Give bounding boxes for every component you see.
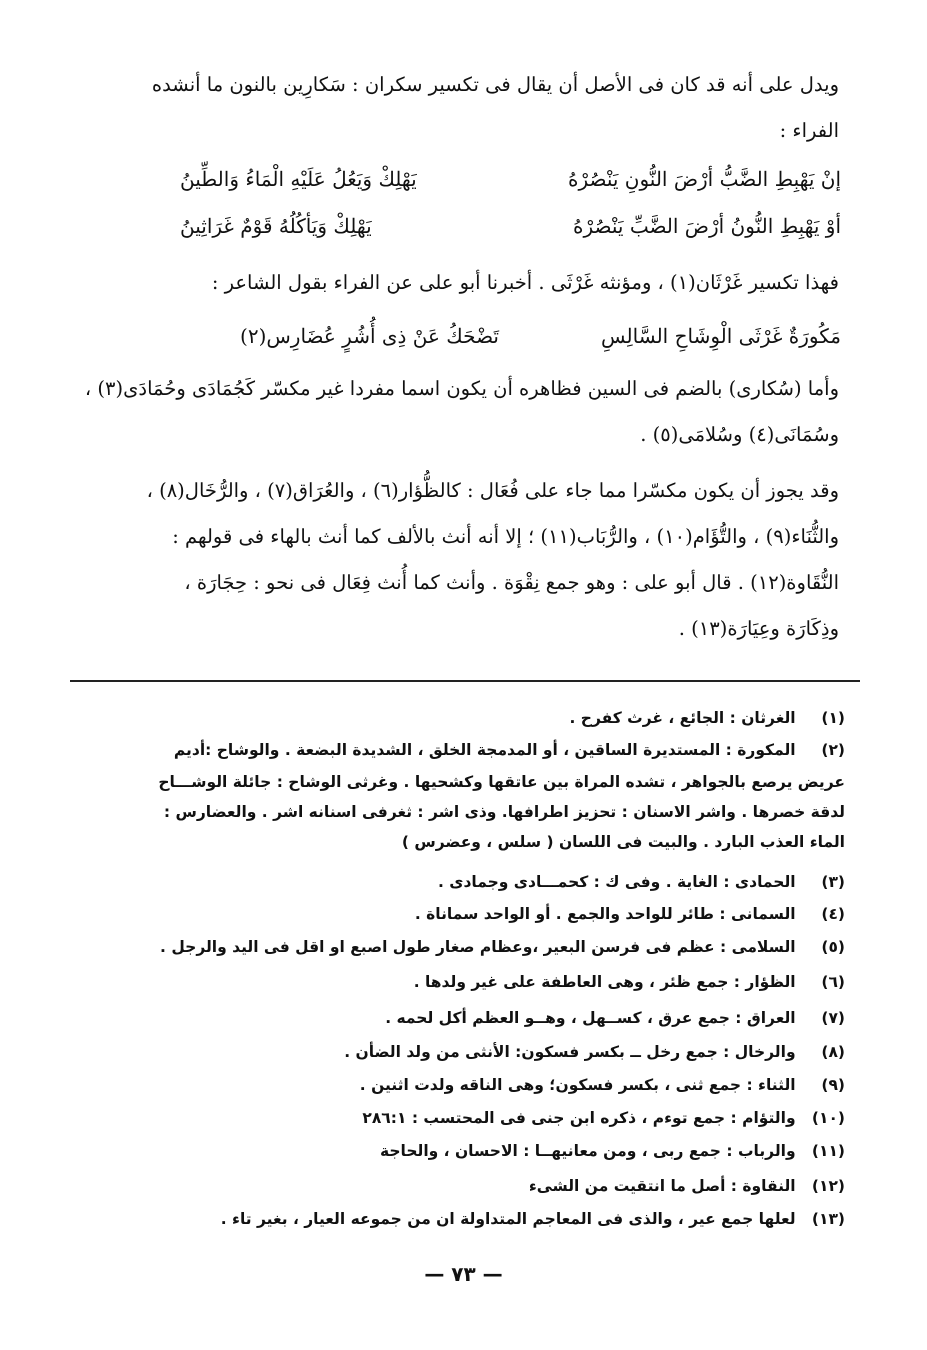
footnote-number: (١٣) [811, 1210, 845, 1228]
footnote-13 [70, 1207, 845, 1231]
footnote-number: (٣) [821, 873, 845, 891]
footnote-number: (١١) [811, 1142, 845, 1160]
footnote-text: السلامى : عظم فى فرسن البعير ،وعظام صغار طول اصبع او اقل فى اليد والرجل . [160, 938, 796, 956]
verse-3-second-hemistich: تَضْحَكُ عَنْ ذِى أُشُرٍ عُضَارِس(٢) [240, 324, 499, 348]
footnote-text: الثناء : جمع ثنى ، بكسر فسكون؛ وهى الناقه ولدت اثنين . [359, 1076, 796, 1094]
verse-3-first-hemistich: مَكُورَةٌ غَرْثَى الْوِشَاحِ السَّالِسِ [601, 324, 841, 348]
page-number: — ٧٣ — [424, 1262, 503, 1286]
footnote-number: (٧) [821, 1009, 845, 1027]
footnote-4 [70, 902, 845, 926]
footnote-text: الحمادى : الغاية . وفى ك : كحمـــادى وجمادى . [437, 873, 796, 891]
footnote-11 [70, 1139, 845, 1163]
footnote-text: والرخال : جمع رخل ــ بكسر فسكون: الأنثى من ولد الضأن . [344, 1043, 796, 1061]
footnote-8 [70, 1040, 845, 1064]
body-line-4: وأما (سُكارى) بالضم فى السين فظاهره أن يكون اسما مفردا غير مكسّر كَجُمَادَى وحُمَادَى(٣) ، [84, 377, 839, 400]
footnote-number: (٥) [821, 938, 845, 956]
footnote-2-continuation: لدقة خصرها . واشر الاسنان : تحزيز اطرافها. وذى اشر : ثغرفى اسنانه اشر . والعضارس : [163, 803, 845, 821]
footnote-1 [70, 706, 845, 730]
footnote-12 [70, 1174, 845, 1198]
body-line-1: ويدل على أنه قد كان فى الأصل أن يقال فى تكسير سكران : سَكارِين بالنون ما أنشده [151, 73, 839, 96]
footnote-text: والتؤام : جمع توءم ، ذكره ابن جنى فى المحتسب : ٢٨٦:١ [362, 1109, 796, 1127]
footnote-text: النقاوة : أصل ما انتقيت من الشىء [528, 1177, 796, 1195]
footnote-2-continuation: الماء العذب البارد . والبيت فى اللسان ( سلس ، وعضرس ) [401, 833, 845, 851]
body-line-9: وذِكَارَة وعِيَارَة(١٣) . [678, 617, 839, 640]
footnote-number: (٤) [821, 905, 845, 923]
body-line-7: والثُّنَاء(٩) ، والتُّؤَام(١٠) ، والرُّبَاب(١١) ؛ إلا أنه أنث بالألف كما أنث بالهاء فى قولهم : [172, 525, 839, 548]
footnote-number: (٩) [821, 1076, 845, 1094]
footnote-10 [70, 1106, 845, 1130]
footnote-separator [70, 680, 860, 682]
body-line-8: النُّقَاوة(١٢) . قال أبو على : وهو جمع نِقْوَة . وأنث كما أُنث فِعَال فى نحو : حِجَارَة ، [184, 571, 839, 594]
footnote-text: الظؤار : جمع ظئر ، وهى العاطفة على غير ولدها . [413, 973, 796, 991]
footnote-7 [70, 1006, 845, 1030]
verse-2-first-hemistich: أوْ يَهْبِطِ النُّونُ أرْضَ الضَّبِّ يَنْصُرْهُ [573, 214, 841, 238]
footnote-number: (٢) [821, 741, 845, 759]
footnote-2 [70, 738, 845, 762]
verse-1-second-hemistich: يَهْلِكْ وَيَعُلُ عَلَيْهِ الْمَاءُ وَالطِّينُ [180, 167, 417, 191]
footnote-number: (٦) [821, 973, 845, 991]
body-line-2: الفراء : [779, 119, 839, 142]
verse-2-second-hemistich: يَهْلِكْ وَيَأكُلُهُ قَوْمٌ غَرَاثِينُ [180, 214, 372, 238]
footnote-number: (١) [821, 709, 845, 727]
footnote-text: المكورة : المستديرة الساقين ، أو المدمجة الخلق ، الشديدة البضعة . والوشاح :أديم [173, 741, 796, 759]
footnote-text: والرباب : جمع ربى ، ومن معانيهــا : الاحسان ، والحاجة [379, 1142, 796, 1160]
body-line-3: فهذا تكسير غَرْثَان(١) ، ومؤنثه غَرْثَى . أخبرنا أبو على عن الفراء بقول الشاعر : [211, 271, 839, 294]
footnote-text: السمانى : طائر للواحد والجمع . أو الواحد سماناة . [414, 905, 796, 923]
footnote-text: لعلها جمع عير ، والذى فى المعاجم المتداولة ان من جموعه العيار ، بغير تاء . [220, 1210, 796, 1228]
body-line-6: وقد يجوز أن يكون مكسّرا مما جاء على فُعَال : كالظُّؤار(٦) ، والعُرَاق(٧) ، والرُّخَال(٨) ، [146, 479, 839, 502]
footnote-number: (١٢) [811, 1177, 845, 1195]
footnote-5 [70, 935, 845, 959]
footnote-text: العراق : جمع عرق ، كســهل ، وهــو العظم أكل لحمه . [385, 1009, 796, 1027]
verse-1-first-hemistich: إنْ يَهْبِطِ الضَّبُّ أرْضَ النُّونِ يَنْصُرْهُ [567, 167, 841, 191]
footnote-number: (١٠) [811, 1109, 845, 1127]
footnote-number: (٨) [821, 1043, 845, 1061]
footnote-3 [70, 870, 845, 894]
footnote-2-continuation: عريض يرصع بالجواهر ، تشده المراة بين عاتقها وكشحيها . وغرثى الوشاح : جائلة الوشـــاح [158, 773, 845, 791]
footnote-9 [70, 1073, 845, 1097]
footnote-6 [70, 970, 845, 994]
footnote-text: الغرثان : الجائع ، غرث كفرح . [569, 709, 796, 727]
body-line-5: وسُمَانَى(٤) وسُلامَى(٥) . [640, 423, 839, 446]
